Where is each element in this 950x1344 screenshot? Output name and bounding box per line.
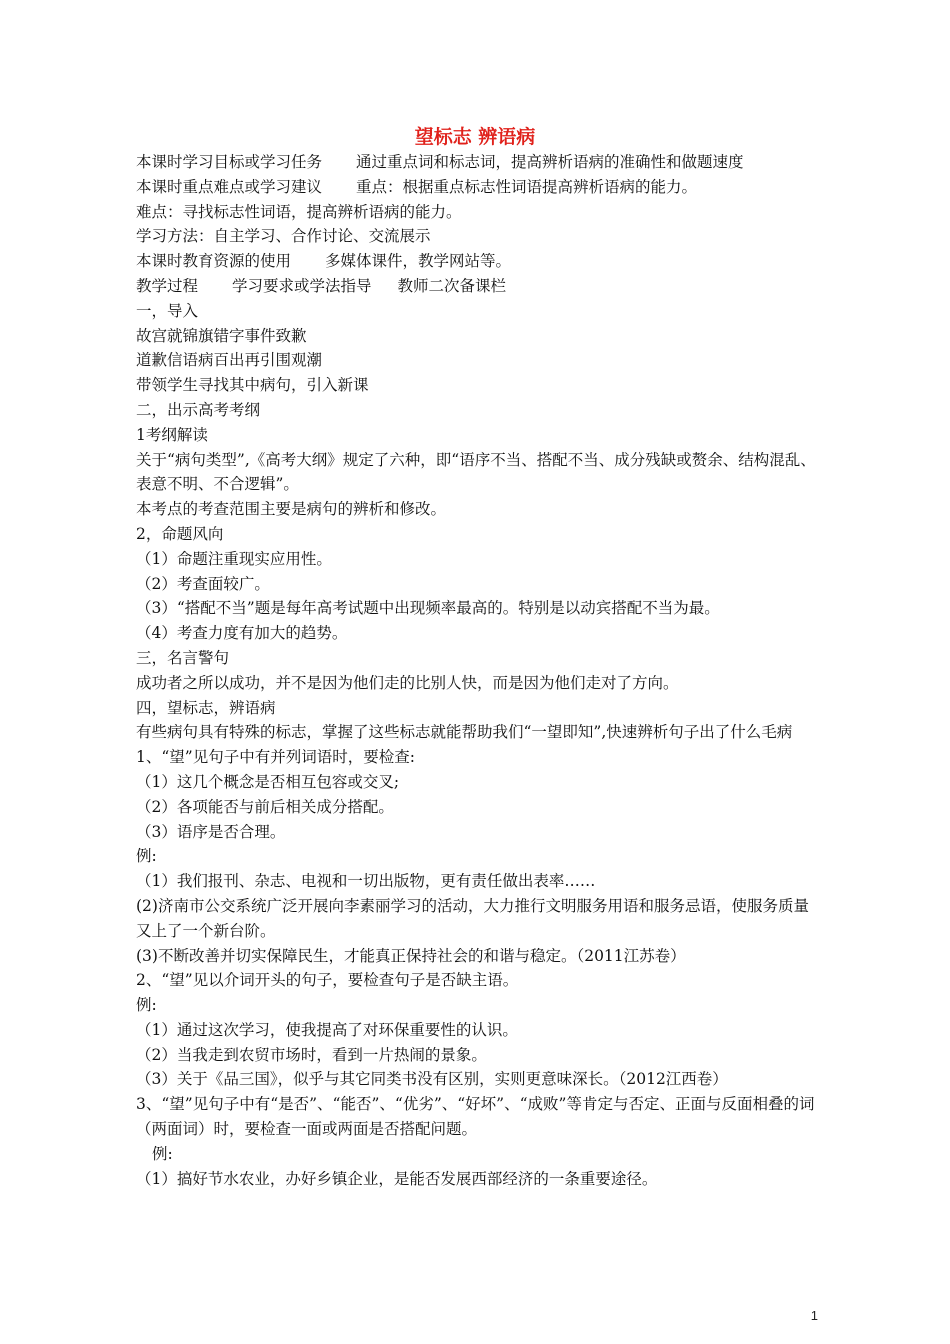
section-heading: 四，望标志，辨语病	[136, 698, 276, 717]
paragraph: 成功者之所以成功，并不是因为他们走的比别人快，而是因为他们走对了方向。	[136, 673, 679, 692]
process-col-2: 学习要求或学法指导	[232, 276, 372, 295]
list-item: （2）当我走到农贸市场时，看到一片热闹的景象。	[136, 1045, 487, 1064]
list-item: （1）这几个概念是否相互包容或交叉;	[136, 772, 400, 791]
paragraph: 道歉信语病百出再引围观潮	[136, 351, 323, 370]
list-item: （3）关于《品三国》，似乎与其它同类书没有区别，实则更意味深长。（2012江西卷）	[136, 1070, 728, 1089]
subheading: 2，命题风向	[136, 524, 224, 543]
header-value: 重点：根据重点标志性词语提高辨析语病的能力。	[356, 177, 698, 196]
list-item: （3）语序是否合理。	[136, 822, 286, 841]
subheading: 2、“望”见以介词开头的句子，要检查句子是否缺主语。	[136, 971, 519, 990]
list-item: （1）我们报刊、杂志、电视和一切出版物，更有责任做出表率……	[136, 872, 596, 891]
list-item: （1）命题注重现实应用性。	[136, 549, 332, 568]
process-col-3: 教师二次备课栏	[397, 276, 507, 295]
page-number: 1	[810, 1308, 818, 1323]
section-heading: 二，出示高考考纲	[136, 400, 261, 419]
header-key: 本课时重点难点或学习建议	[136, 177, 323, 196]
section-heading: 一，导入	[136, 301, 199, 320]
example-label: 例:	[136, 996, 157, 1015]
list-item: （4）考查力度有加大的趋势。	[136, 624, 348, 643]
paragraph: 本考点的考查范围主要是病句的辨析和修改。	[136, 500, 447, 519]
example-label: 例:	[136, 847, 157, 866]
header-key: 本课时学习目标或学习任务	[136, 153, 323, 171]
document-body	[136, 150, 818, 1191]
resources-value: 多媒体课件，教学网站等。	[325, 252, 512, 271]
header-row-focus	[136, 175, 818, 200]
subheading: 1、“望”见句子中有并列词语时，要检查:	[136, 748, 415, 767]
paragraph: 关于“病句类型”,《高考大纲》规定了六种，即“语序不当、搭配不当、成分残缺或赘余、结构混乱、表意不明、不合逻辑”。	[136, 450, 816, 494]
list-item: （2）各项能否与前后相关成分搭配。	[136, 797, 394, 816]
subheading: 1考纲解读	[136, 425, 208, 444]
paragraph: 学习方法：自主学习、合作讨论、交流展示	[136, 227, 431, 246]
process-row	[136, 274, 818, 299]
list-item: （1）通过这次学习，使我提高了对环保重要性的认识。	[136, 1020, 518, 1039]
list-item: （2）考查面较广。	[136, 574, 270, 593]
example-label: 例:	[152, 1144, 173, 1163]
paragraph: 带领学生寻找其中病句，引入新课	[136, 376, 369, 395]
header-row-objective	[136, 150, 818, 175]
paragraph: 故宫就锦旗错字事件致歉	[136, 326, 307, 345]
process-col-1: 教学过程	[136, 276, 199, 295]
resources-row	[136, 249, 818, 274]
resources-label: 本课时教育资源的使用	[136, 252, 292, 271]
list-item: (3)不断改善并切实保障民生，才能真正保持社会的和谐与稳定。（2011江苏卷）	[136, 946, 686, 965]
header-value: 通过重点词和标志词，提高辨析语病的准确性和做题速度	[356, 153, 744, 171]
subheading: 3、“望”见句子中有“是否”、“能否”、“优劣”、“好坏”、“成败”等肯定与否定、正面与反面相叠的词（两面词）时，要检查一面或两面是否搭配问题。	[136, 1095, 815, 1139]
paragraph: 有些病句具有特殊的标志，掌握了这些标志就能帮助我们“一望即知”,快速辨析句子出了什么毛病	[136, 723, 793, 742]
section-heading: 三，名言警句	[136, 648, 230, 667]
paragraph: 难点：寻找标志性词语，提高辨析语病的能力。	[136, 202, 462, 221]
list-item: （1）搞好节水农业，办好乡镇企业，是能否发展西部经济的一条重要途径。	[136, 1169, 658, 1188]
list-item: (2)济南市公交系统广泛开展向李素丽学习的活动，大力推行文明服务用语和服务忌语，使服务质量又上了一个新台阶。	[136, 896, 809, 940]
list-item: （3）“搭配不当”题是每年高考试题中出现频率最高的。特别是以动宾搭配不当为最。	[136, 599, 720, 618]
page-title: 望标志 辨语病	[414, 126, 536, 148]
